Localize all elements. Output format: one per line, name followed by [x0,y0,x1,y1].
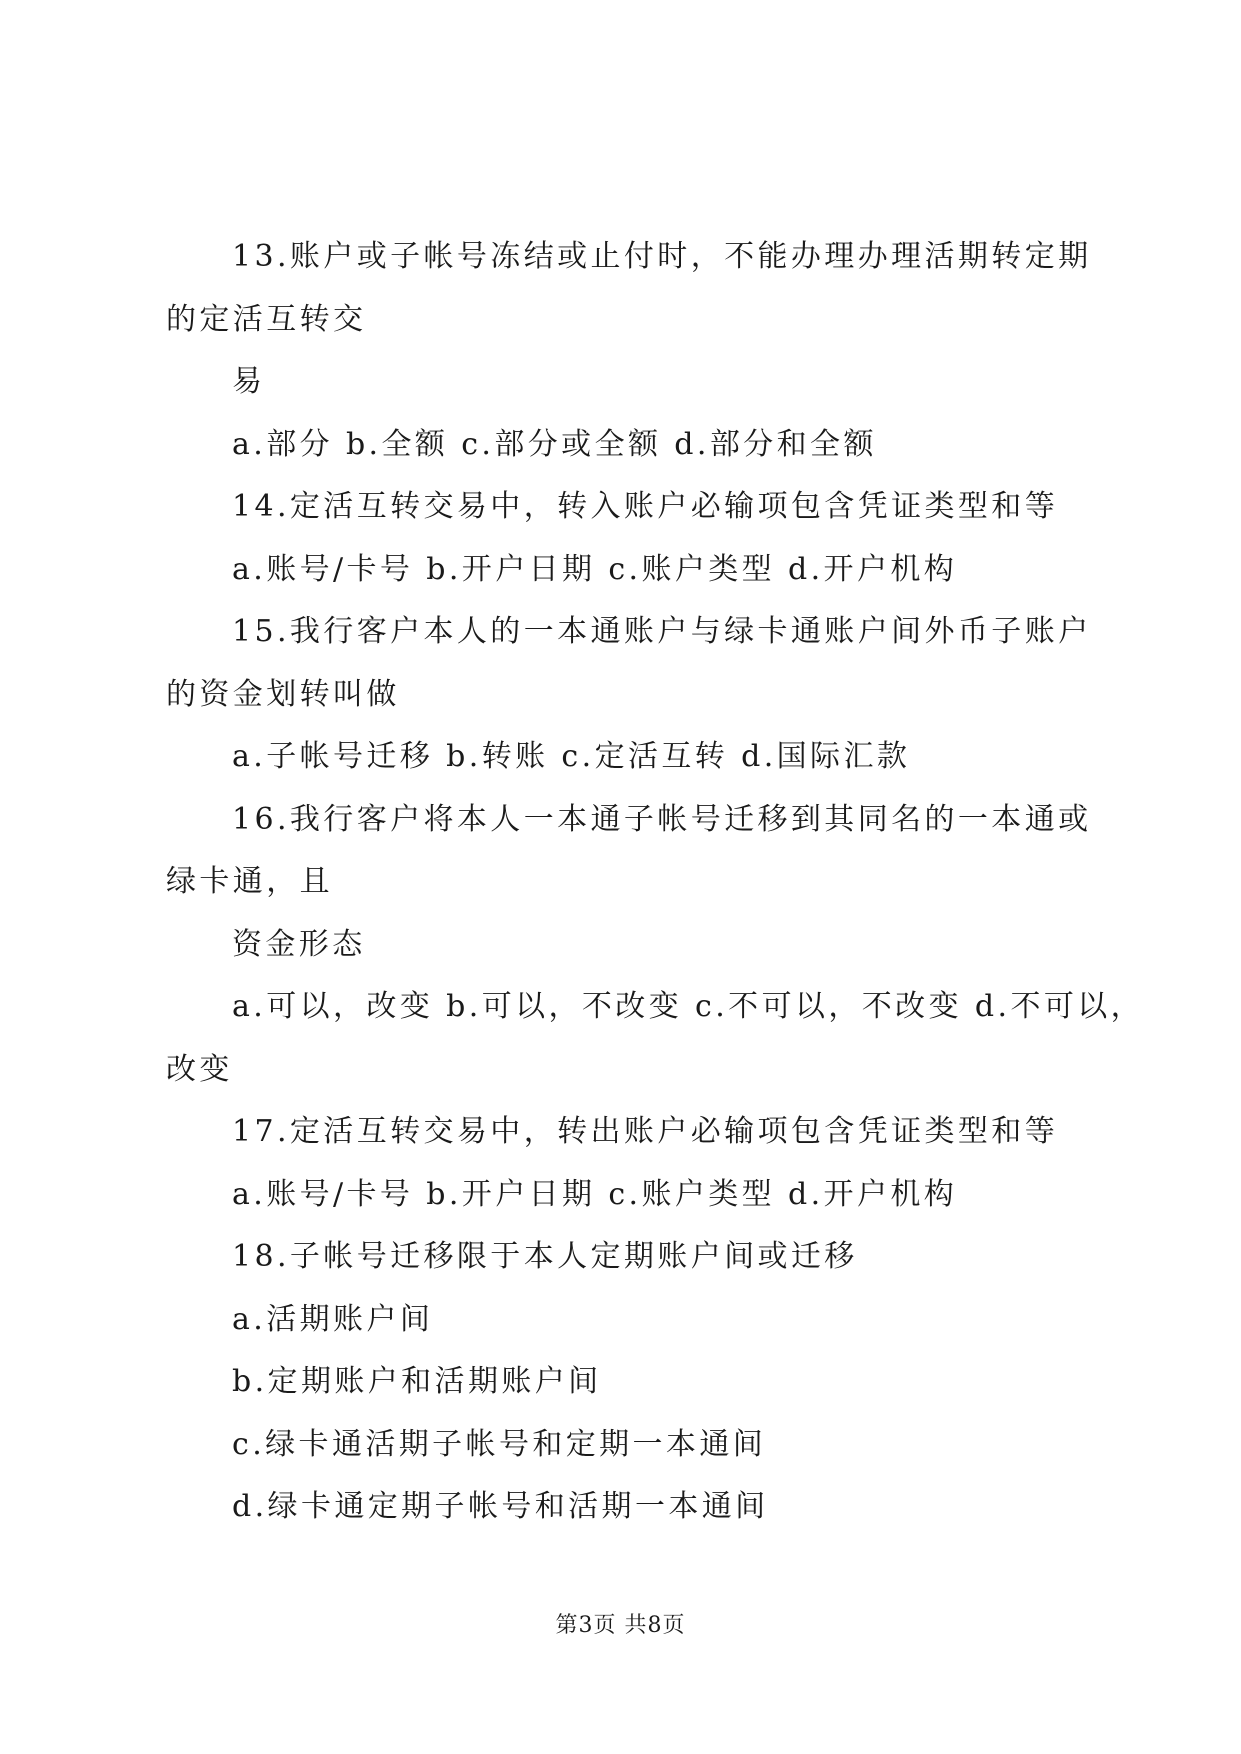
document-body [166,226,1145,1539]
question-13-options: a.部分 b.全额 c.部分或全额 d.部分和全额 [232,426,877,462]
question-18-option-a: a.活期账户间 [232,1301,434,1337]
question-18-text: 18.子帐号迁移限于本人定期账户间或迁移 [232,1239,858,1274]
question-18-option-d: d.绿卡通定期子帐号和活期一本通间 [232,1489,769,1524]
question-16-options-line-2: 改变 [166,1051,233,1087]
question-16-line-3: 资金形态 [232,926,366,962]
page-indicator: 第3页 共8页 [555,1613,686,1638]
question-13-line-2: 的定活互转交 [166,301,367,337]
question-18-option-c: c.绿卡通活期子帐号和定期一本通间 [232,1426,767,1462]
question-17-options: a.账号/卡号 b.开户日期 c.账户类型 d.开户机构 [232,1176,958,1212]
question-14-text: 14.定活互转交易中，转入账户必输项包含凭证类型和等 [232,489,1059,524]
question-14-options: a.账号/卡号 b.开户日期 c.账户类型 d.开户机构 [232,551,958,587]
question-15-line-1: 15.我行客户本人的一本通账户与绿卡通账户间外币子账户 [232,614,1092,649]
page-footer [0,1611,1241,1641]
question-16-options-line-1: a.可以，改变 b.可以，不改变 c.不可以，不改变 d.不可以， [232,989,1145,1024]
question-16-line-1: 16.我行客户将本人一本通子帐号迁移到其同名的一本通或 [232,801,1092,837]
question-13-line-3: 易 [232,364,266,399]
question-17-text: 17.定活互转交易中，转出账户必输项包含凭证类型和等 [232,1114,1059,1149]
question-15-options: a.子帐号迁移 b.转账 c.定活互转 d.国际汇款 [232,739,911,774]
question-13-line-1: 13.账户或子帐号冻结或止付时，不能办理办理活期转定期 [232,239,1092,274]
question-18-option-b: b.定期账户和活期账户间 [232,1364,602,1399]
question-15-line-2: 的资金划转叫做 [166,676,400,712]
question-16-line-2: 绿卡通，且 [166,864,333,899]
